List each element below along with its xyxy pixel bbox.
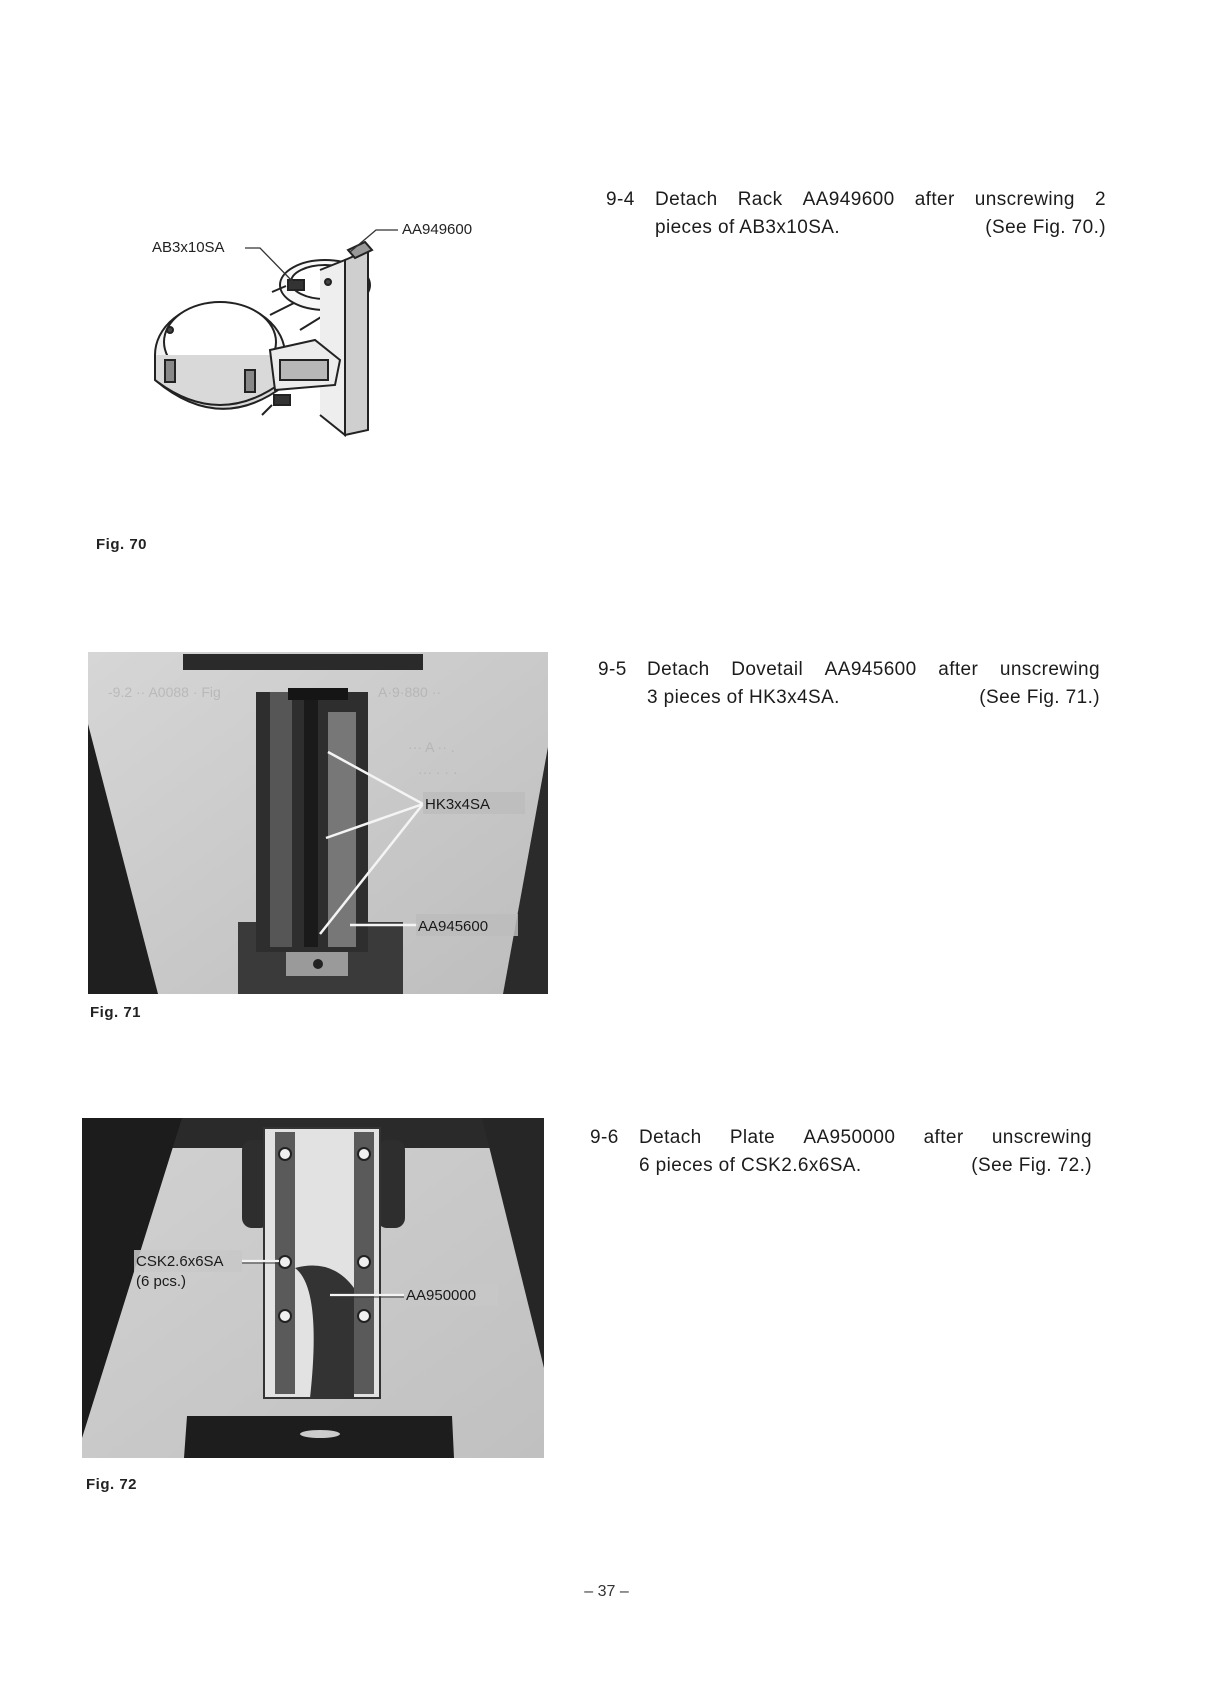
fig70-label-screw: AB3x10SA [152, 239, 225, 256]
fig70-caption: Fig. 70 [96, 536, 148, 553]
fig70-label-rack: AA949600 [402, 221, 473, 238]
step-number: 9-5 [598, 659, 627, 680]
fig72-caption: Fig. 72 [86, 1476, 138, 1493]
step-9-4 [606, 186, 1106, 246]
fig72-label-count: (6 pcs.) [136, 1273, 187, 1290]
fig72-photo [82, 1118, 544, 1458]
fig72-label-plate: AA950000 [406, 1287, 477, 1304]
svg-text:A·9·880 ··: A·9·880 ·· [378, 684, 442, 700]
step-number: 9-4 [606, 189, 635, 210]
svg-text:-9.2 ·· A0088 · Fig: -9.2 ·· A0088 · Fig [108, 684, 221, 700]
svg-text:··· · · ·: ··· · · · [418, 764, 458, 780]
page-number: – 37 – [584, 1583, 629, 1600]
fig70-illustration [140, 220, 540, 465]
step-line-1: Detach Dovetail AA945600 after unscrewing [647, 659, 1100, 680]
step-line-2: pieces of AB3x10SA. (See Fig. 70.) [655, 217, 1106, 238]
fig71-label-dovetail: AA945600 [418, 918, 489, 935]
fig72-label-screw: CSK2.6x6SA [136, 1253, 224, 1270]
svg-text:··· A ·· .: ··· A ·· . [408, 739, 455, 755]
step-9-6 [590, 1124, 1092, 1184]
fig71-caption: Fig. 71 [90, 1004, 142, 1021]
step-line-1: Detach Rack AA949600 after unscrewing 2 [655, 189, 1106, 210]
step-9-5 [598, 656, 1100, 716]
step-line-2: 3 pieces of HK3x4SA. (See Fig. 71.) [647, 687, 1100, 708]
step-line-1: Detach Plate AA950000 after unscrewing [639, 1127, 1092, 1148]
step-number: 9-6 [590, 1127, 619, 1148]
fig71-label-screw: HK3x4SA [425, 796, 491, 813]
fig71-photo [88, 652, 548, 994]
step-line-2: 6 pieces of CSK2.6x6SA. (See Fig. 72.) [639, 1155, 1092, 1176]
